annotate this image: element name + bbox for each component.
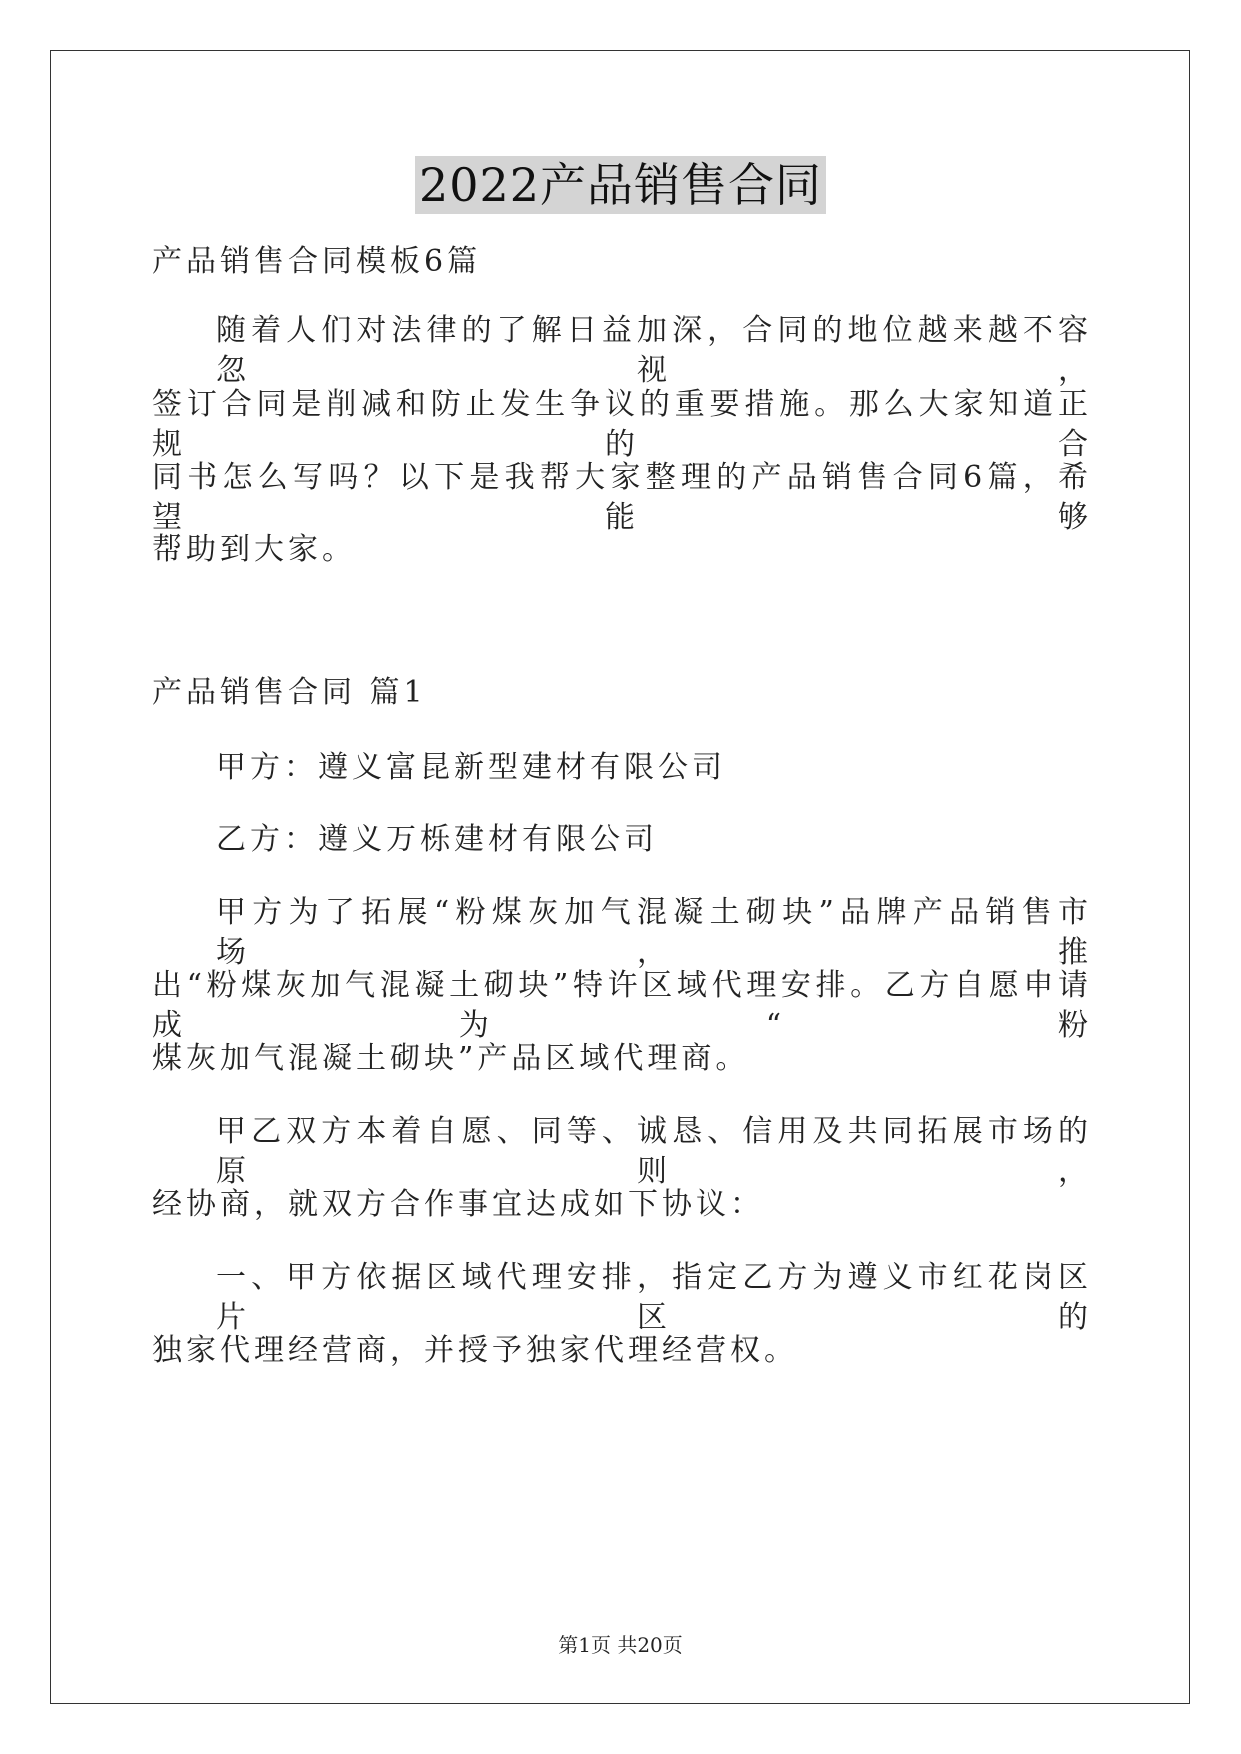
paragraph-line: 甲乙双方本着自愿、同等、诚恳、信用及共同拓展市场的原则，	[216, 1114, 1092, 1189]
intro-line: 同书怎么写吗？以下是我帮大家整理的产品销售合同6篇，希望能够	[152, 460, 1092, 535]
paragraph-line: 一、甲方依据区域代理安排，指定乙方为遵义市红花岗区片区的	[216, 1260, 1092, 1335]
party-a: 甲方：遵义富昆新型建材有限公司	[216, 750, 726, 785]
party-b: 乙方：遵义万栎建材有限公司	[216, 822, 658, 857]
title-container	[0, 156, 1241, 214]
paragraph-line: 煤灰加气混凝土砌块”产品区域代理商。	[152, 1041, 750, 1076]
document-title: 2022产品销售合同	[415, 156, 826, 214]
paragraph-line: 甲方为了拓展“粉煤灰加气混凝土砌块”品牌产品销售市场，推	[216, 895, 1092, 970]
paragraph-line: 经协商，就双方合作事宜达成如下协议：	[152, 1187, 764, 1222]
intro-line: 帮助到大家。	[152, 532, 356, 567]
intro-line: 签订合同是削减和防止发生争议的重要措施。那么大家知道正规的合	[152, 387, 1092, 462]
section-heading: 产品销售合同 篇1	[152, 675, 427, 710]
paragraph-line: 出“粉煤灰加气混凝土砌块”特许区域代理安排。乙方自愿申请成为“粉	[152, 968, 1092, 1043]
document-subtitle: 产品销售合同模板6篇	[152, 244, 482, 279]
page-border	[50, 50, 1190, 1704]
intro-line: 随着人们对法律的了解日益加深，合同的地位越来越不容忽视，	[216, 313, 1092, 388]
page-footer: 第1页 共20页	[558, 1633, 683, 1657]
paragraph-line: 独家代理经营商，并授予独家代理经营权。	[152, 1333, 798, 1368]
